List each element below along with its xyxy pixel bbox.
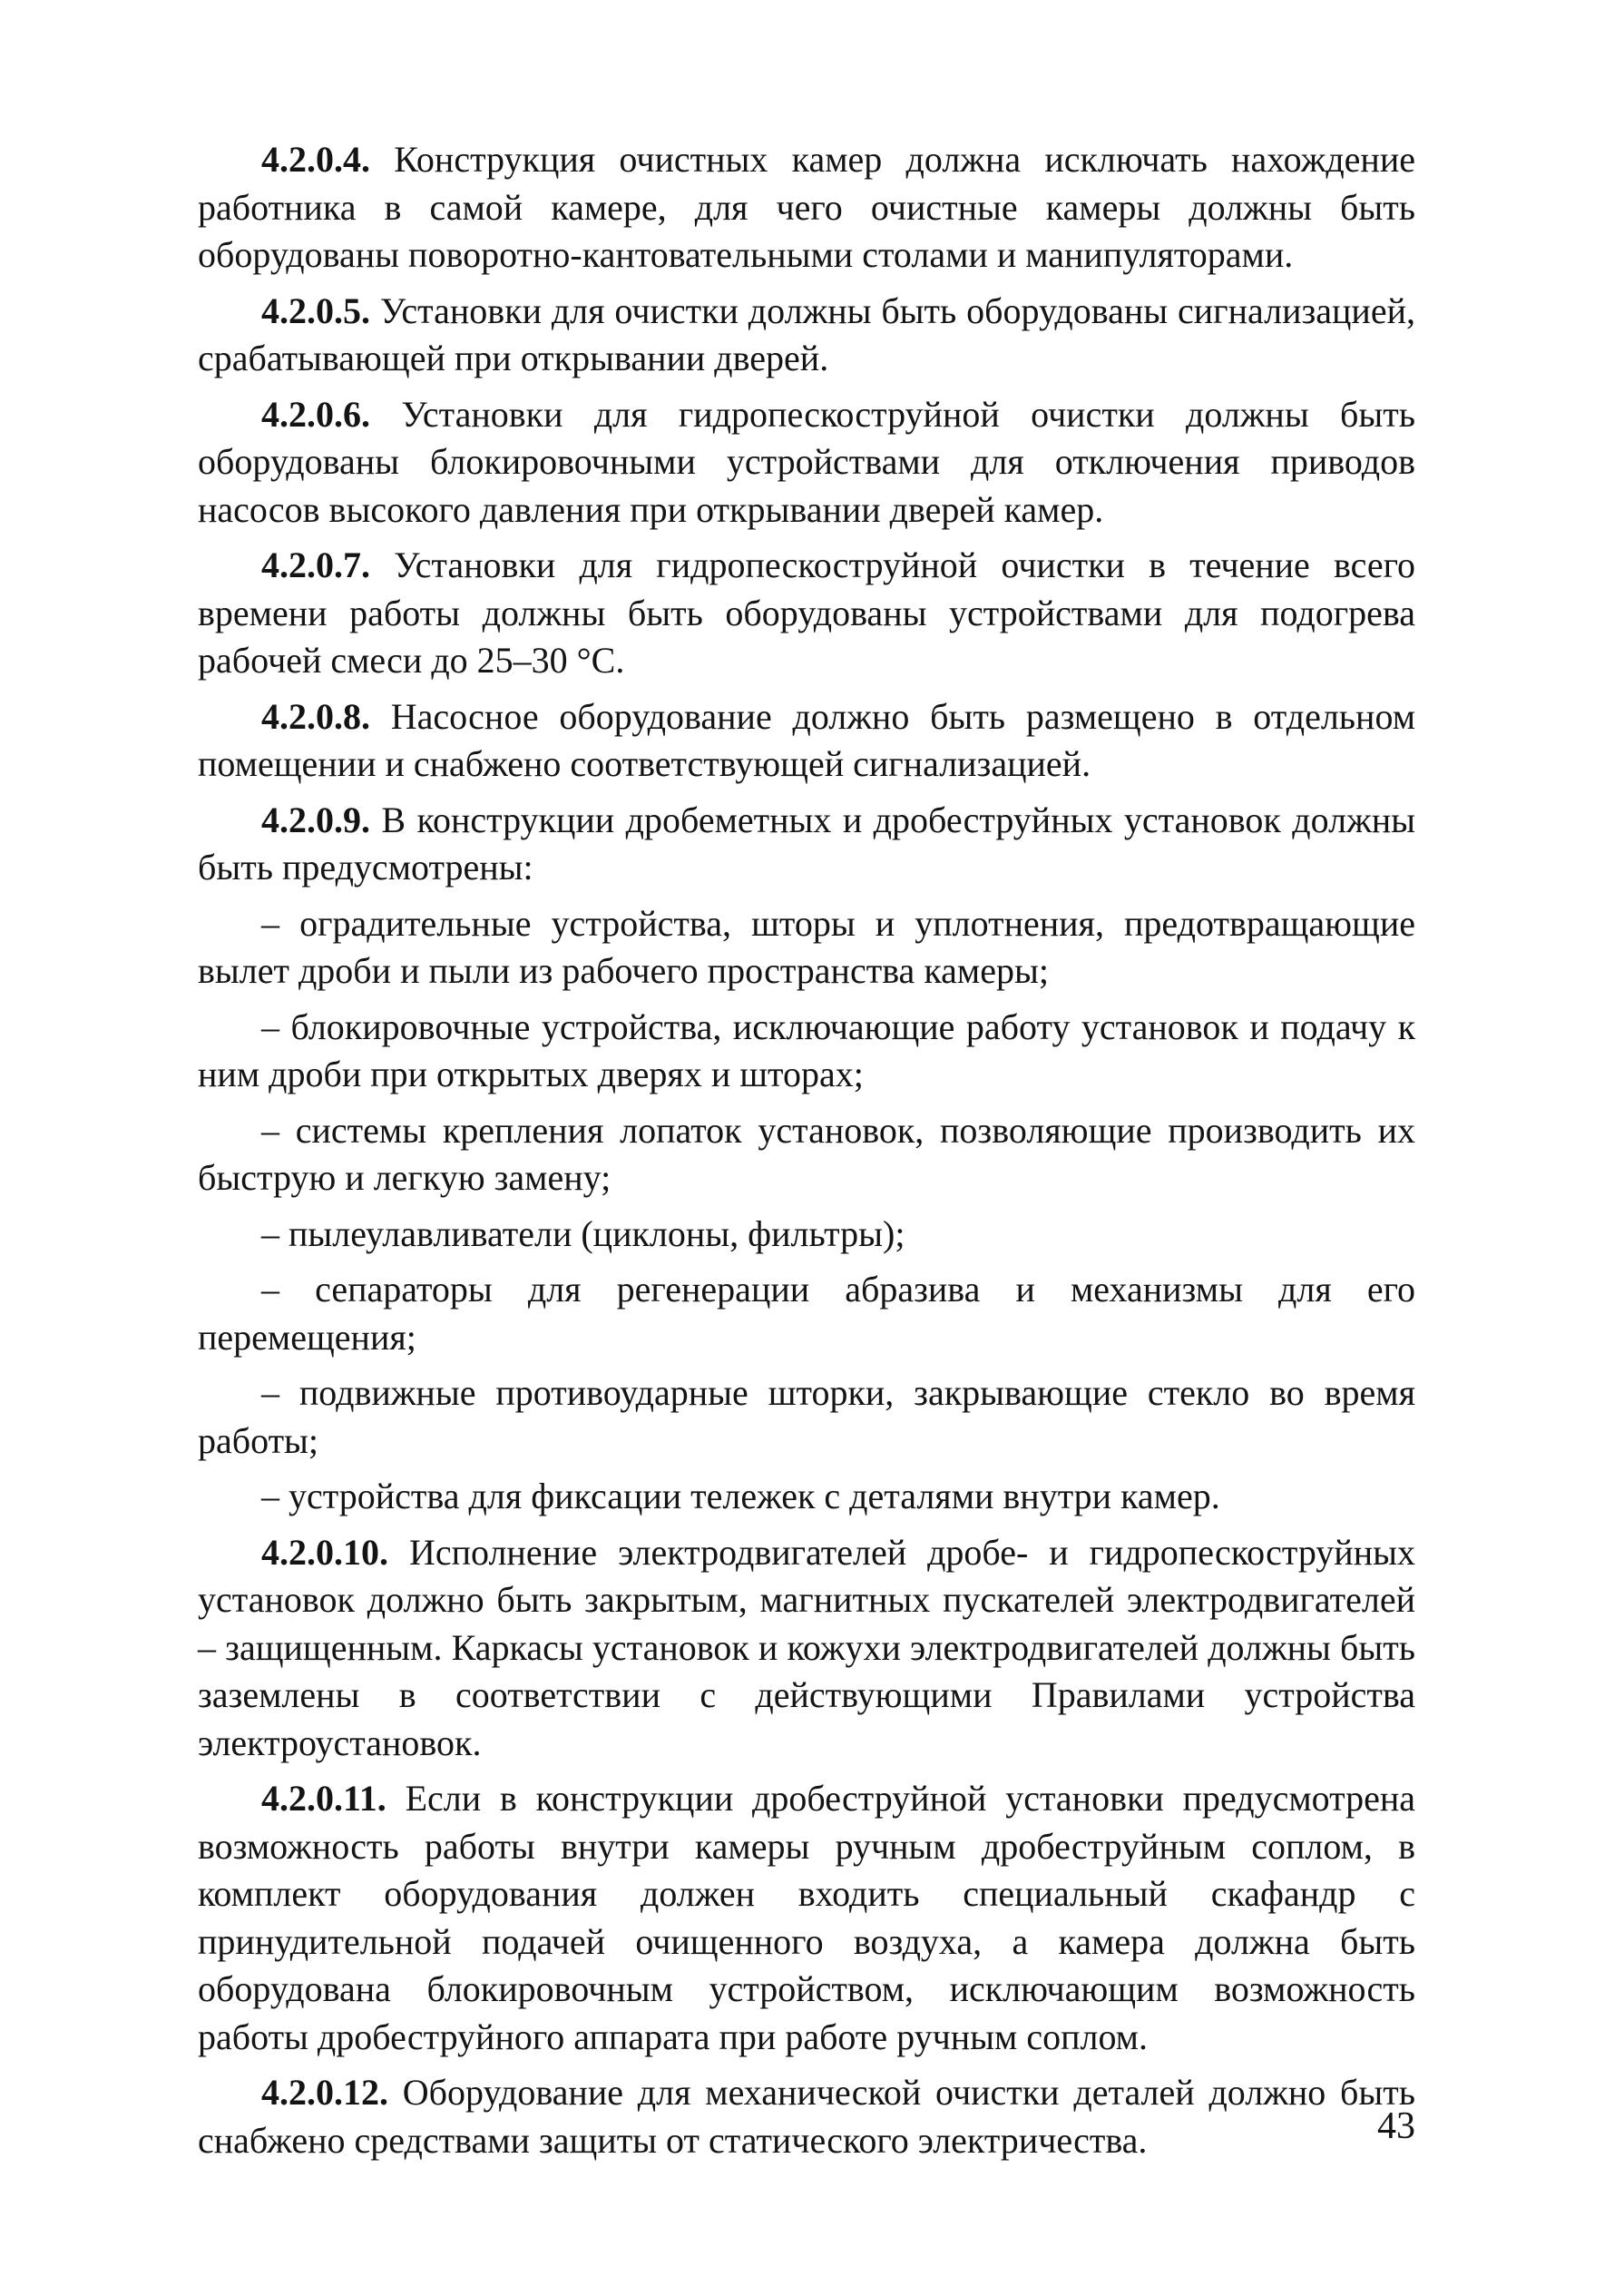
paragraph-4-2-0-9	[198, 797, 1415, 892]
paragraph-4-2-0-6	[198, 391, 1415, 535]
clause-text: Конструкция очистных камер должна исключать нахождение работника в самой камере, для чего очистные камеры должны быть оборудованы поворотно-кантовательными столами и манипуляторами.	[198, 139, 1415, 275]
list-item: – оградительные устройства, шторы и уплотнения, предотвращающие вылет дроби и пыли из рабочего пространства камеры;	[198, 902, 1415, 991]
paragraph-4-2-0-5	[198, 288, 1415, 383]
clause-text: Если в конструкции дробеструйной установки предусмотрена возможность работы внутри камеры ручным дробеструйным соплом, в комплект оборудования должен входить специальный скафандр с принудительной подачей очищенного воздуха, а камера должна быть оборудована блокировочным устройством, исключающим возможность работы дробеструйного аппарата при работе ручным соплом.	[198, 1778, 1415, 2057]
clause-text: Насосное оборудование должно быть размещено в отдельном помещении и снабжено соответствующей сигнализацией.	[198, 695, 1415, 784]
clause-number: 4.2.0.10.	[261, 1531, 388, 1573]
paragraph-4-2-0-4	[198, 136, 1415, 280]
paragraph-4-2-0-10	[198, 1529, 1415, 1768]
clause-number: 4.2.0.7.	[261, 544, 370, 585]
clause-number: 4.2.0.6.	[261, 393, 370, 435]
clause-text: В конструкции дробеметных и дробеструйных установок должны быть предусмотрены:	[198, 799, 1415, 888]
clause-number: 4.2.0.5.	[261, 289, 370, 331]
clause-text: Оборудование для механической очистки деталей должно быть снабжено средствами защиты от статического электричества.	[198, 2072, 1415, 2161]
clause-text: Установки для гидропескоструйной очистки должны быть оборудованы блокировочными устройствами для отключения приводов насосов высокого давления при открывании дверей камер.	[198, 393, 1415, 530]
clause-text: Исполнение электродвигателей дробе- и гидропескоструйных установок должно быть закрытым, магнитных пускателей электродвигателей – защищенным. Каркасы установок и кожухи электродвигателей должны быть заземлены в соответствии с действующими Правилами устройства электроустановок.	[198, 1531, 1415, 1763]
list-item: – подвижные противоударные шторки, закрывающие стекло во время работы;	[198, 1372, 1415, 1461]
clause-number: 4.2.0.11.	[261, 1778, 386, 1819]
paragraph-4-2-0-12	[198, 2069, 1415, 2164]
list-item: – блокировочные устройства, исключающие работу установок и подачу к ним дроби при открытых дверях и шторах;	[198, 1006, 1415, 1094]
clause-number: 4.2.0.8.	[261, 695, 370, 737]
document-body	[198, 136, 1415, 2173]
list-item: – системы крепления лопаток установок, позволяющие производить их быструю и легкую замену;	[198, 1109, 1415, 1198]
clause-text: Установки для гидропескоструйной очистки в течение всего времени работы должны быть оборудованы устройствами для подогрева рабочей смеси до 25–30 °С.	[198, 544, 1415, 681]
paragraph-4-2-0-11	[198, 1775, 1415, 2061]
page-number: 43	[1377, 2105, 1415, 2147]
list-item: – пылеулавливатели (циклоны, фильтры);	[261, 1212, 905, 1254]
paragraph-4-2-0-7	[198, 542, 1415, 685]
clause-number: 4.2.0.9.	[261, 799, 370, 840]
list-item: – сепараторы для регенерации абразива и механизмы для его перемещения;	[198, 1269, 1415, 1358]
clause-number: 4.2.0.12.	[261, 2072, 388, 2113]
paragraph-4-2-0-8	[198, 693, 1415, 789]
clause-number: 4.2.0.4.	[261, 139, 370, 180]
clause-text: Установки для очистки должны быть оборудованы сигнализацией, срабатывающей при открывании дверей.	[198, 289, 1415, 378]
list-item: – устройства для фиксации тележек с деталями внутри камер.	[261, 1476, 1220, 1516]
